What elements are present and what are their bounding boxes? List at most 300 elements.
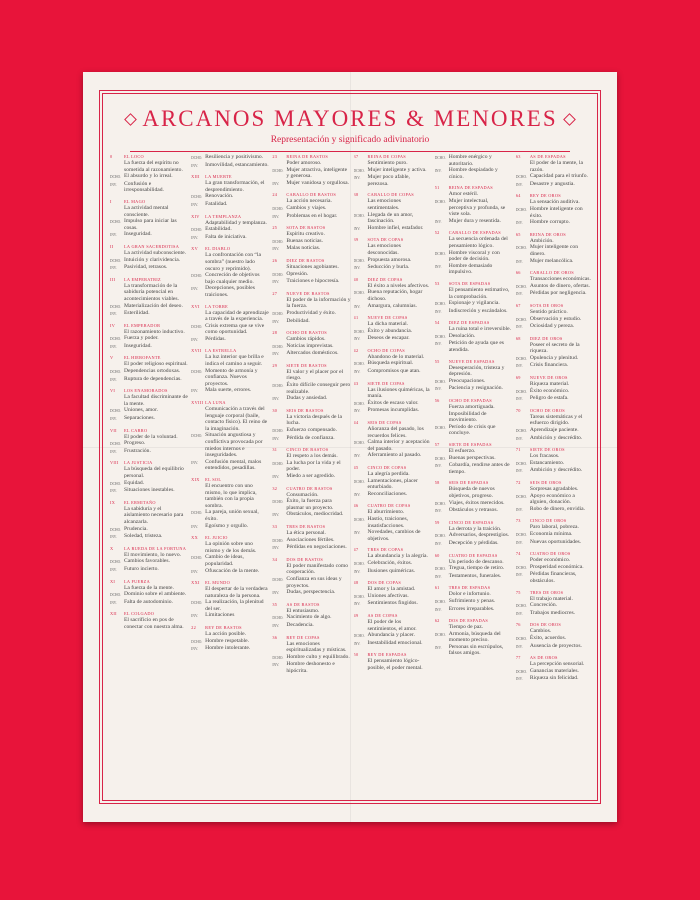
reversed-label: INV. xyxy=(110,344,117,349)
card-entry xyxy=(272,524,350,552)
spacer xyxy=(191,541,202,554)
reversed-meaning-row xyxy=(354,452,432,460)
card-number: 44 xyxy=(353,420,359,426)
upright-meaning: Cambio de ideas, popularidad. xyxy=(205,554,244,567)
upright-label: DCHO. xyxy=(434,567,446,572)
card-entry xyxy=(272,330,350,358)
upright-label: DCHO. xyxy=(272,272,284,277)
card-entry xyxy=(516,622,594,650)
card-description: La capacidad de aprendizaje a través de la experiencia. xyxy=(205,309,269,323)
reversed-meaning-row xyxy=(435,462,513,475)
card-entry xyxy=(354,315,432,343)
card-number: 29 xyxy=(272,362,278,368)
upright-meaning-row xyxy=(272,654,350,662)
card-description: Poseer el secreto de la riqueza. xyxy=(529,341,580,355)
card-description: La gran transformación, el desprendimiento. xyxy=(205,180,265,193)
upright-meaning: Dependencias ortodoxas. xyxy=(124,368,181,375)
upright-meaning: Momento de armonía y confianza. Nuevos proyectos. xyxy=(205,367,258,387)
reversed-label: INV. xyxy=(191,235,198,240)
card-entry xyxy=(516,551,594,584)
card-number: XIX xyxy=(191,476,200,482)
card-description-row xyxy=(191,541,269,554)
card-description: El poder manifestado como cooperación. xyxy=(286,562,349,576)
spacer xyxy=(110,506,121,526)
card-number: 60 xyxy=(434,552,440,558)
reversed-meaning: Hombre demasiado impulsivo. xyxy=(448,262,493,276)
upright-meaning-row xyxy=(110,257,188,265)
card-description-row xyxy=(110,434,188,441)
upright-label: DCHO. xyxy=(110,560,122,565)
reversed-label: INV. xyxy=(272,663,280,668)
card-number: VIII xyxy=(110,460,119,466)
card-name: AS DE COPAS xyxy=(367,612,398,618)
card-name: AS DE OROS xyxy=(529,655,558,661)
reversed-label: INV. xyxy=(515,507,523,512)
card-column xyxy=(191,154,269,794)
upright-label: DCHO. xyxy=(515,317,527,322)
spacer xyxy=(272,198,283,205)
reversed-meaning-row xyxy=(516,181,594,189)
upright-label: DCHO. xyxy=(353,362,365,367)
upright-meaning-row xyxy=(110,368,188,376)
upright-meaning-row xyxy=(516,206,594,219)
upright-meaning-row xyxy=(516,493,594,506)
spacer xyxy=(110,329,121,336)
card-description-row xyxy=(110,329,188,336)
reversed-meaning-row xyxy=(516,571,594,584)
upright-meaning-row xyxy=(354,400,432,408)
upright-meaning: Resiliencia y positivismo. xyxy=(205,154,264,160)
spacer xyxy=(191,354,202,367)
card-entry xyxy=(435,442,513,475)
card-description-row xyxy=(354,387,432,400)
upright-label: DCHO. xyxy=(272,206,284,211)
card-entry xyxy=(191,400,269,472)
card-name: NUEVE DE ESPADAS xyxy=(448,358,495,364)
spacer xyxy=(435,326,446,333)
upright-meaning: Hombre viscoral y con poder de decisión. xyxy=(448,249,500,263)
upright-label: DCHO. xyxy=(272,461,284,466)
card-number: 34 xyxy=(272,556,278,562)
spacer xyxy=(354,553,365,560)
upright-label: DCHO. xyxy=(353,401,365,406)
card-number: XV xyxy=(191,246,198,252)
spacer xyxy=(435,448,446,455)
card-description: La dicha material. xyxy=(367,321,409,328)
card-description-row xyxy=(354,283,432,290)
card-description-row xyxy=(435,559,513,566)
card-entry xyxy=(354,348,432,376)
card-description: El esfuerzo. xyxy=(448,448,476,454)
upright-meaning: Economía mínima. xyxy=(529,530,573,537)
upright-meaning: Opulencia y plenitud. xyxy=(529,354,579,361)
reversed-label: INV. xyxy=(515,677,523,682)
upright-meaning-row xyxy=(272,310,350,318)
card-description-row xyxy=(354,553,432,560)
card-description: Dolor e infortunio. xyxy=(448,591,491,598)
card-description-row xyxy=(516,342,594,355)
upright-meaning-row xyxy=(435,333,513,341)
card-entry xyxy=(110,546,188,574)
upright-meaning-row xyxy=(191,193,269,201)
upright-label: DCHO. xyxy=(515,461,527,466)
card-description: Poder amoroso. xyxy=(286,160,322,166)
spacer xyxy=(354,619,365,632)
card-description-row xyxy=(272,530,350,537)
card-number: 63 xyxy=(515,154,521,159)
card-number: 64 xyxy=(515,193,521,199)
spacer xyxy=(516,557,527,564)
reversed-meaning-row xyxy=(272,245,350,253)
upright-meaning-row xyxy=(110,480,188,488)
card-description-row xyxy=(354,426,432,439)
card-number: XX xyxy=(191,535,198,541)
reversed-meaning: Petición de ayuda que es atendida. xyxy=(448,340,504,354)
card-number: 68 xyxy=(515,335,521,341)
upright-meaning-row xyxy=(354,632,432,640)
spacer xyxy=(354,426,365,439)
reversed-meaning: Pérdidas por negligencia. xyxy=(529,290,587,297)
upright-meaning: Concreción de objetivos bajo cualquier medio. xyxy=(205,272,260,285)
reversed-meaning-row xyxy=(110,533,188,541)
card-number: 61 xyxy=(434,585,440,591)
card-entry xyxy=(272,363,350,403)
card-column xyxy=(272,154,350,794)
reversed-meaning: Inseguridad. xyxy=(124,231,152,238)
upright-meaning-row xyxy=(354,360,432,368)
upright-meaning: Estancamiento. xyxy=(529,459,565,466)
reversed-meaning-row xyxy=(191,568,269,576)
reversed-meaning-row xyxy=(110,415,188,423)
upright-meaning: Progreso. xyxy=(124,440,146,447)
reversed-meaning-row xyxy=(354,640,432,648)
card-name: CINCO DE OROS xyxy=(529,518,567,524)
reversed-meaning: Errores irreparables. xyxy=(448,605,495,612)
card-entry xyxy=(435,480,513,514)
card-name: LA LUNA xyxy=(205,400,226,406)
card-name: LA TEMPLANZA xyxy=(205,213,242,219)
card-number: 39 xyxy=(353,237,359,243)
reversed-meaning: Hombre despiadado y cínico. xyxy=(448,167,498,180)
card-description-row xyxy=(272,641,350,654)
reversed-meaning-row xyxy=(435,218,513,226)
reversed-label: INV. xyxy=(191,337,198,342)
reversed-meaning: Miedo a ser agredido. xyxy=(286,473,336,479)
reversed-meaning: Hombre corrupto. xyxy=(529,219,570,226)
reversed-meaning: Compromisos que atan. xyxy=(367,368,421,375)
reversed-meaning-row xyxy=(435,644,513,657)
card-entry xyxy=(110,323,188,351)
card-entry xyxy=(354,613,432,647)
reversed-meaning-row xyxy=(272,544,350,552)
card-description: El poder de la voluntad. xyxy=(124,433,178,440)
upright-meaning-row xyxy=(191,638,269,646)
card-number: V xyxy=(110,355,114,361)
reversed-label: INV. xyxy=(272,181,280,186)
poster xyxy=(83,72,617,822)
spacer xyxy=(272,336,283,343)
card-description: La secuencia ordenada del pensamiento lógico. xyxy=(448,236,508,249)
upright-meaning: Armonía, búsqueda del momento preciso. xyxy=(448,630,501,644)
card-description: La transformación de la sabiduría potencial en acontecimientos viables. xyxy=(124,282,179,302)
card-column xyxy=(516,154,594,794)
reversed-meaning: Aferramiento al pasado. xyxy=(367,452,422,459)
card-number: 65 xyxy=(515,231,521,237)
card-description-row xyxy=(110,361,188,368)
reversed-meaning: Confusión mental, malos entendidos, pesadillas. xyxy=(205,458,262,472)
upright-label: DCHO. xyxy=(353,517,365,522)
reversed-label: INV. xyxy=(515,644,523,649)
card-name: LA RUEDA DE LA FORTUNA xyxy=(124,545,187,551)
upright-label: DCHO. xyxy=(191,601,203,606)
card-description-row xyxy=(516,661,594,668)
reversed-label: INV. xyxy=(110,535,117,540)
card-description: La facultad discriminante de la mente. xyxy=(124,394,188,407)
card-number: XVI xyxy=(191,303,200,309)
card-entry xyxy=(272,225,350,253)
upright-meaning-row xyxy=(435,424,513,437)
upright-meaning: Abundancia y placer. xyxy=(367,632,415,639)
upright-meaning: Buena reputación, hogar dichoso. xyxy=(367,289,423,302)
card-name: NUEVE DE BASTOS xyxy=(286,290,330,296)
reversed-meaning-row xyxy=(516,539,594,547)
upright-meaning: Éxito económico. xyxy=(529,387,570,394)
card-name: OCHO DE OROS xyxy=(529,407,565,413)
upright-label: DCHO. xyxy=(110,337,122,342)
reversed-label: INV. xyxy=(272,352,280,357)
spacer xyxy=(354,658,365,671)
card-name: REINA DE COPAS xyxy=(367,154,406,159)
card-description-row xyxy=(110,160,188,173)
reversed-meaning: Falta de autodominio. xyxy=(124,598,173,605)
card-name: REINA DE BASTOS xyxy=(286,154,329,159)
upright-label: DCHO. xyxy=(353,479,365,484)
card-description-row xyxy=(272,160,350,167)
card-entry xyxy=(516,480,594,513)
reversed-meaning-row xyxy=(354,491,432,499)
upright-meaning-row xyxy=(110,526,188,534)
reversed-label: INV. xyxy=(191,389,198,394)
card-name: OCHO DE BASTOS xyxy=(286,330,327,336)
upright-meaning: Éxito y abundancia. xyxy=(367,327,413,334)
upright-meaning-row xyxy=(191,154,269,162)
upright-meaning-row xyxy=(272,167,350,180)
reversed-meaning-row xyxy=(354,600,432,608)
upright-meaning-row xyxy=(272,382,350,395)
card-name: CINCO DE ESPADAS xyxy=(448,519,494,525)
upright-meaning: Sufrimiento y penas. xyxy=(448,597,496,604)
card-description: Situaciones agobiantes. xyxy=(286,263,339,270)
reversed-meaning-row xyxy=(354,568,432,576)
card-description-row xyxy=(191,586,269,599)
upright-label: DCHO. xyxy=(353,634,365,639)
card-number: 22 xyxy=(191,625,197,631)
card-description: Desesperación, tristeza y depresión. xyxy=(448,364,505,378)
reversed-label: INV. xyxy=(353,602,361,607)
reversed-label: INV. xyxy=(110,377,117,382)
reversed-meaning-row xyxy=(516,675,594,683)
card-description-row xyxy=(272,231,350,238)
card-description-row xyxy=(516,199,594,206)
reversed-label: INV. xyxy=(272,397,280,402)
card-name: SOTA DE BASTOS xyxy=(286,225,326,231)
upright-meaning-row xyxy=(191,554,269,567)
reversed-label: INV. xyxy=(191,163,198,168)
card-name: REY DE OROS xyxy=(529,193,561,199)
spacer xyxy=(110,466,121,479)
reversed-label: INV. xyxy=(434,169,442,174)
reversed-meaning-row xyxy=(516,435,594,443)
card-number: 35 xyxy=(272,601,278,607)
card-description: La ruina total e irreversible. xyxy=(448,326,511,333)
spacer xyxy=(516,238,527,245)
reversed-meaning: Futuro incierto. xyxy=(124,565,159,572)
card-name: SEIS DE BASTOS xyxy=(286,407,324,413)
upright-label: DCHO. xyxy=(434,379,446,384)
card-description: La sabiduría y el aislamiento necesario para alcanzarla. xyxy=(124,505,184,525)
reversed-meaning-row xyxy=(191,336,269,344)
card-name: DOS DE ESPADAS xyxy=(448,618,489,624)
upright-meaning: Éxito, acuerdos. xyxy=(529,634,567,641)
upright-meaning-row xyxy=(191,368,269,388)
card-number: 45 xyxy=(353,465,359,470)
reversed-meaning: Mujer melancólica. xyxy=(529,257,574,264)
upright-label: DCHO. xyxy=(272,311,284,316)
reversed-label: INV. xyxy=(272,475,280,479)
upright-meaning: Productividad y éxito. xyxy=(286,309,336,316)
card-entry xyxy=(435,281,513,315)
card-description-row xyxy=(435,591,513,598)
reversed-label: INV. xyxy=(515,397,523,402)
reversed-meaning-row xyxy=(272,278,350,286)
upright-label: DCHO. xyxy=(353,594,365,599)
card-entry xyxy=(191,477,269,530)
reversed-meaning: Decadencia. xyxy=(286,621,314,628)
reversed-meaning-row xyxy=(110,487,188,495)
card-description: El sacrificio en pos de conectar con nuestra alma. xyxy=(124,617,184,630)
card-name: EL ERMITAÑO xyxy=(124,499,156,505)
upright-meaning-row xyxy=(110,440,188,448)
card-description: La percepción sensorial. xyxy=(529,661,585,668)
upright-meaning-row xyxy=(516,531,594,539)
reversed-meaning: Frustración. xyxy=(124,447,151,454)
card-entry xyxy=(354,277,432,310)
card-number: 71 xyxy=(515,447,521,453)
card-name: EL EMPERADOR xyxy=(124,322,161,328)
reversed-label: INV. xyxy=(110,266,117,271)
reversed-meaning: Robo de dinero, envidia. xyxy=(529,505,586,512)
card-description: Consumación. xyxy=(286,491,319,498)
reversed-label: INV. xyxy=(515,364,523,369)
upright-meaning: Mujer atractiva, inteligente y generosa. xyxy=(286,166,348,180)
card-description: Paro laboral, pobreza. xyxy=(529,524,579,531)
spacer xyxy=(354,283,365,290)
card-entry xyxy=(191,174,269,208)
upright-meaning: Mujer intelectual, perceptiva y profunda, se viste sola. xyxy=(448,197,506,218)
reversed-label: INV. xyxy=(110,489,117,494)
reversed-label: INV. xyxy=(191,569,198,574)
reversed-meaning: Hombre intolerante. xyxy=(205,645,251,652)
card-name: CUATRO DE OROS xyxy=(529,551,571,557)
reversed-meaning-row xyxy=(272,589,350,597)
upright-label: DCHO. xyxy=(110,593,122,598)
card-entry xyxy=(110,428,188,456)
reversed-meaning: Debilidad. xyxy=(286,317,310,324)
upright-label: DCHO. xyxy=(353,329,365,334)
card-description: El trabajo material. xyxy=(529,595,573,602)
reversed-meaning: Pérdida de confianza. xyxy=(286,434,335,441)
upright-label: DCHO. xyxy=(272,500,284,505)
spacer xyxy=(110,361,121,368)
card-description: El poder religioso espiritual. xyxy=(124,361,188,368)
upright-meaning-row xyxy=(272,271,350,279)
upright-label: DCHO. xyxy=(110,370,122,375)
card-number: 49 xyxy=(353,612,359,618)
reversed-label: INV. xyxy=(434,464,442,469)
spacer xyxy=(435,559,446,566)
card-name: SIETE DE BASTOS xyxy=(286,362,327,368)
upright-label: DCHO. xyxy=(272,344,284,349)
card-number: 38 xyxy=(353,192,359,198)
reversed-meaning-row xyxy=(516,395,594,403)
upright-meaning-row xyxy=(354,516,432,529)
reversed-meaning-row xyxy=(110,310,188,318)
spacer xyxy=(110,394,121,407)
spacer xyxy=(191,252,202,272)
spacer xyxy=(272,297,283,310)
card-number: XIII xyxy=(191,174,200,180)
upright-meaning: Apoyo económico a alguien, donación. xyxy=(529,492,575,506)
card-description: Las ilusiones quiméricas, la manía. xyxy=(367,386,430,400)
spacer xyxy=(110,552,121,559)
card-description: La victoria después de la lucha. xyxy=(286,413,342,427)
reversed-label: INV. xyxy=(515,325,523,330)
reversed-meaning: Pérdidas financieras, obstáculos. xyxy=(529,571,577,584)
card-description: El entusiasmo. xyxy=(286,607,320,614)
card-number: 52 xyxy=(434,230,440,236)
card-description: El poder de la información y la fuerza. xyxy=(286,296,351,310)
reversed-meaning: Dudas, perspectencia. xyxy=(286,589,336,596)
card-name: REY DE ESPADAS xyxy=(367,652,407,658)
card-entry xyxy=(354,237,432,271)
reversed-meaning: Problemas en el hogar. xyxy=(286,212,338,219)
card-description: La acción necesaria. xyxy=(286,198,332,205)
card-number: VI xyxy=(110,388,116,394)
upright-label: DCHO. xyxy=(434,251,446,256)
card-entry xyxy=(272,291,350,325)
card-entry xyxy=(435,520,513,548)
spacer xyxy=(272,608,283,615)
card-entry xyxy=(435,618,513,657)
upright-label: DCHO. xyxy=(434,534,446,539)
reversed-meaning: Mala suerte, errores. xyxy=(205,387,252,394)
upright-meaning-row xyxy=(435,565,513,573)
card-number: 28 xyxy=(272,330,278,336)
reversed-meaning: Falta de iniciativa. xyxy=(205,233,247,240)
card-number: 41 xyxy=(353,315,359,321)
upright-meaning: Materialización del deseo. xyxy=(124,302,183,309)
upright-meaning-row xyxy=(354,478,432,491)
upright-meaning: Nacimiento de algo. xyxy=(286,614,332,621)
card-name: CABALLO DE ESPADAS xyxy=(448,230,501,236)
card-entry xyxy=(354,652,432,671)
card-description: La fuerza de la mente. xyxy=(124,584,174,591)
card-entry xyxy=(516,518,594,546)
reversed-meaning-row xyxy=(272,473,350,481)
card-number: 32 xyxy=(272,485,278,491)
card-name: SIETE DE ESPADAS xyxy=(448,442,492,447)
card-entry xyxy=(110,355,188,383)
